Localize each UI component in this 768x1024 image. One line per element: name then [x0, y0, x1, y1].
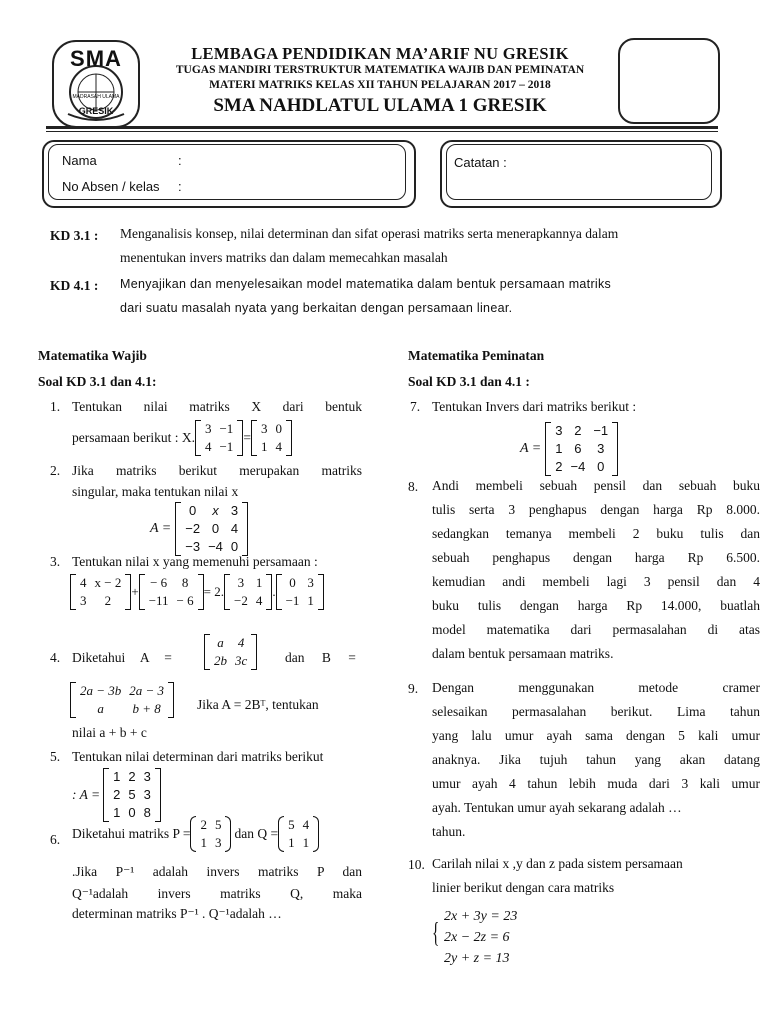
q2-number: 2. — [50, 463, 61, 478]
q1-number: 1. — [50, 399, 61, 414]
q3-matrix-3: 3 1 −2 4 — [224, 574, 272, 610]
q8-line: buku tulis dengan harga Rp 14.000, buatlah — [432, 598, 760, 613]
q6-number: 6. — [50, 832, 61, 847]
q9-line: ayah. Tentukan umur ayah sekarang adalah … — [432, 800, 682, 815]
q1-matrix-a: 3 −1 4 −1 — [195, 420, 243, 456]
q3-matrix-2: − 6 8 −11 − 6 — [139, 574, 204, 610]
q6-dan: dan Q = — [234, 826, 279, 841]
q10-line: linier berikut dengan cara matriks — [432, 880, 615, 895]
school-name: SMA NAHDLATUL ULAMA 1 GRESIK — [213, 95, 547, 116]
kd31-label: KD 3.1 : — [50, 228, 99, 243]
logo-ring-text: MADRASAH ULAMA — [72, 94, 120, 100]
logo-text: SMA — [70, 46, 122, 71]
kd41-line2: dari suatu masalah nyata yang berkaitan dengan persamaan linear. — [120, 301, 513, 315]
q6-matrix-p: 2 5 1 3 — [190, 816, 231, 852]
q7-equation — [520, 422, 618, 476]
q3-equation: 4 x − 2 3 2 + − 6 8 −11 − 6 = 2. 3 1 −2 4 . 0 3 −1 1 — [70, 574, 324, 610]
q8-line: sebuah penghapus dengan harga Rp 6.500. — [432, 550, 760, 565]
absen-label: No Absen / kelas — [62, 179, 160, 194]
q10-number: 10. — [408, 857, 425, 872]
q9-number: 9. — [408, 681, 419, 696]
q7-line1: Tentukan Invers dari matriks berikut : — [432, 399, 637, 414]
q3-line1: Tentukan nilai x yang memenuhi persamaan : — [72, 554, 318, 569]
q6-line1: Diketahui matriks P = — [72, 826, 191, 841]
q10-eq: 2x − 2z = 6 — [444, 930, 510, 945]
logo-sub: GRESIK — [78, 106, 114, 116]
wajib-subheading: Soal KD 3.1 dan 4.1: — [38, 374, 157, 389]
peminatan-subheading: Soal KD 3.1 dan 4.1 : — [408, 374, 530, 389]
kd41-label: KD 4.1 : — [50, 278, 99, 293]
q10-text — [432, 852, 760, 900]
q5-matrix: 1 2 3 2 5 3 1 0 8 — [103, 768, 161, 822]
q6-line4: determinan matriks P⁻¹ . Q⁻¹adalah … — [72, 906, 282, 921]
q8-number: 8. — [408, 479, 419, 494]
q9-line: umur ayah 4 tahun lebih muda dari 3 kali umur — [432, 776, 760, 791]
q3-eq: = 2. — [203, 584, 224, 599]
wajib-heading: Matematika Wajib — [38, 348, 147, 363]
photo-box — [618, 38, 720, 124]
q8-line: dalam bentuk persamaan matriks. — [432, 646, 614, 661]
q4-line3: nilai a + b + c — [72, 725, 147, 740]
q6-line3: Q⁻¹adalah invers matriks Q, maka — [72, 886, 362, 901]
q8-line: model matematika dari permasalahan di atas — [432, 622, 760, 637]
q2-line1: Jika matriks berikut merupakan matriks — [72, 463, 362, 478]
q8-text — [432, 474, 760, 666]
q1-line1: Tentukan nilai matriks X dari bentuk — [72, 399, 362, 414]
absen-colon: : — [178, 179, 182, 194]
q10-line: Carilah nilai x ,y dan z pada sistem persamaan — [432, 856, 683, 871]
q2-equation: A = 0 x 3 −2 0 4 −3 −4 0 — [150, 502, 248, 556]
q5-line1: Tentukan nilai determinan dari matriks berikut — [72, 749, 324, 764]
q1-matrix-b: 3 0 1 4 — [251, 420, 292, 456]
q4-line1: Diketahui A = — [72, 650, 172, 665]
q4-matrix-a: a 4 2b 3c — [204, 634, 257, 670]
kd31-line2: menentukan invers matriks dan dalam memecahkan masalah — [120, 250, 448, 265]
header-rule — [46, 126, 718, 129]
kd41-line1: Menyajikan dan menyelesaikan model matematika dalam bentuk persamaan matriks — [120, 277, 612, 291]
q8-line: sedangkan temanya membeli 2 buku tulis dan — [432, 526, 760, 541]
catatan-label: Catatan : — [454, 155, 507, 170]
q4-matrix-b: 2a − 3b 2a − 3 a b + 8 — [70, 682, 174, 718]
header-rule-thin — [46, 131, 718, 132]
q5-line2: : A = — [72, 787, 101, 802]
q4-line2: Jika A = 2Bᵀ, tentukan — [197, 697, 319, 712]
q8-line: tulis serta 3 penghapus dengan harga Rp 8.000. — [432, 502, 760, 517]
q8-line: kemudian andi membeli lagi 3 pensil dan 4 — [432, 574, 760, 589]
q10-system — [444, 906, 517, 969]
q10-brace: { — [432, 918, 440, 949]
q9-line: yang lalu umur ayah sama dengan 5 kali umur — [432, 728, 760, 743]
q1-equation: persamaan berikut : X. 3 −1 4 −1 = 3 0 1 4 — [72, 420, 292, 456]
q7-a: A = — [520, 441, 542, 456]
q3-matrix-1: 4 x − 2 3 2 — [70, 574, 131, 610]
q5-equation — [72, 768, 161, 822]
q6-line2: .Jika P⁻¹ adalah invers matriks P dan — [72, 864, 362, 879]
q10-eq: 2y + z = 13 — [444, 951, 510, 966]
institution-name: LEMBAGA PENDIDIKAN MA’ARIF NU GRESIK — [191, 44, 569, 63]
q3-matrix-4: 0 3 −1 1 — [276, 574, 324, 610]
q9-line: anaknya. Jika tujuh tahun yang akan datang — [432, 752, 760, 767]
q9-line: selesaikan permasalahan berikut. Lima tahun — [432, 704, 760, 719]
q7-number: 7. — [410, 399, 421, 414]
q4-dan: dan B = — [285, 650, 356, 665]
nama-label: Nama — [62, 153, 97, 168]
q10-eq: 2x + 3y = 23 — [444, 909, 518, 924]
q2-line2: singular, maka tentukan nilai x — [72, 484, 239, 499]
q9-line: tahun. — [432, 824, 466, 839]
school-logo — [52, 40, 140, 128]
q9-text — [432, 676, 760, 844]
materi-line: MATERI MATRIKS KELAS XII TAHUN PELAJARAN 2017 – 2018 — [209, 79, 551, 91]
task-line: TUGAS MANDIRI TERSTRUKTUR MATEMATIKA WAJIB DAN PEMINATAN — [175, 64, 585, 76]
q4-number: 4. — [50, 650, 61, 665]
peminatan-heading: Matematika Peminatan — [408, 348, 545, 363]
nama-colon: : — [178, 153, 182, 168]
q6-equation — [72, 816, 319, 852]
q2-matrix: 0 x 3 −2 0 4 −3 −4 0 — [175, 502, 248, 556]
catatan-box-inner — [446, 144, 712, 200]
q9-line: Dengan menggunakan metode cramer — [432, 680, 760, 695]
q6-matrix-q: 5 4 1 1 — [278, 816, 319, 852]
q3-number: 3. — [50, 554, 61, 569]
q7-matrix: 3 2 −1 1 6 3 2 −4 0 — [545, 422, 618, 476]
q8-line: Andi membeli sebuah pensil dan sebuah buku — [432, 478, 760, 493]
kd31-line1: Menganalisis konsep, nilai determinan dan sifat operasi matriks serta menerapkannya dalam — [120, 226, 619, 241]
q5-number: 5. — [50, 749, 61, 764]
q1-line2: persamaan berikut : X. — [72, 430, 195, 445]
